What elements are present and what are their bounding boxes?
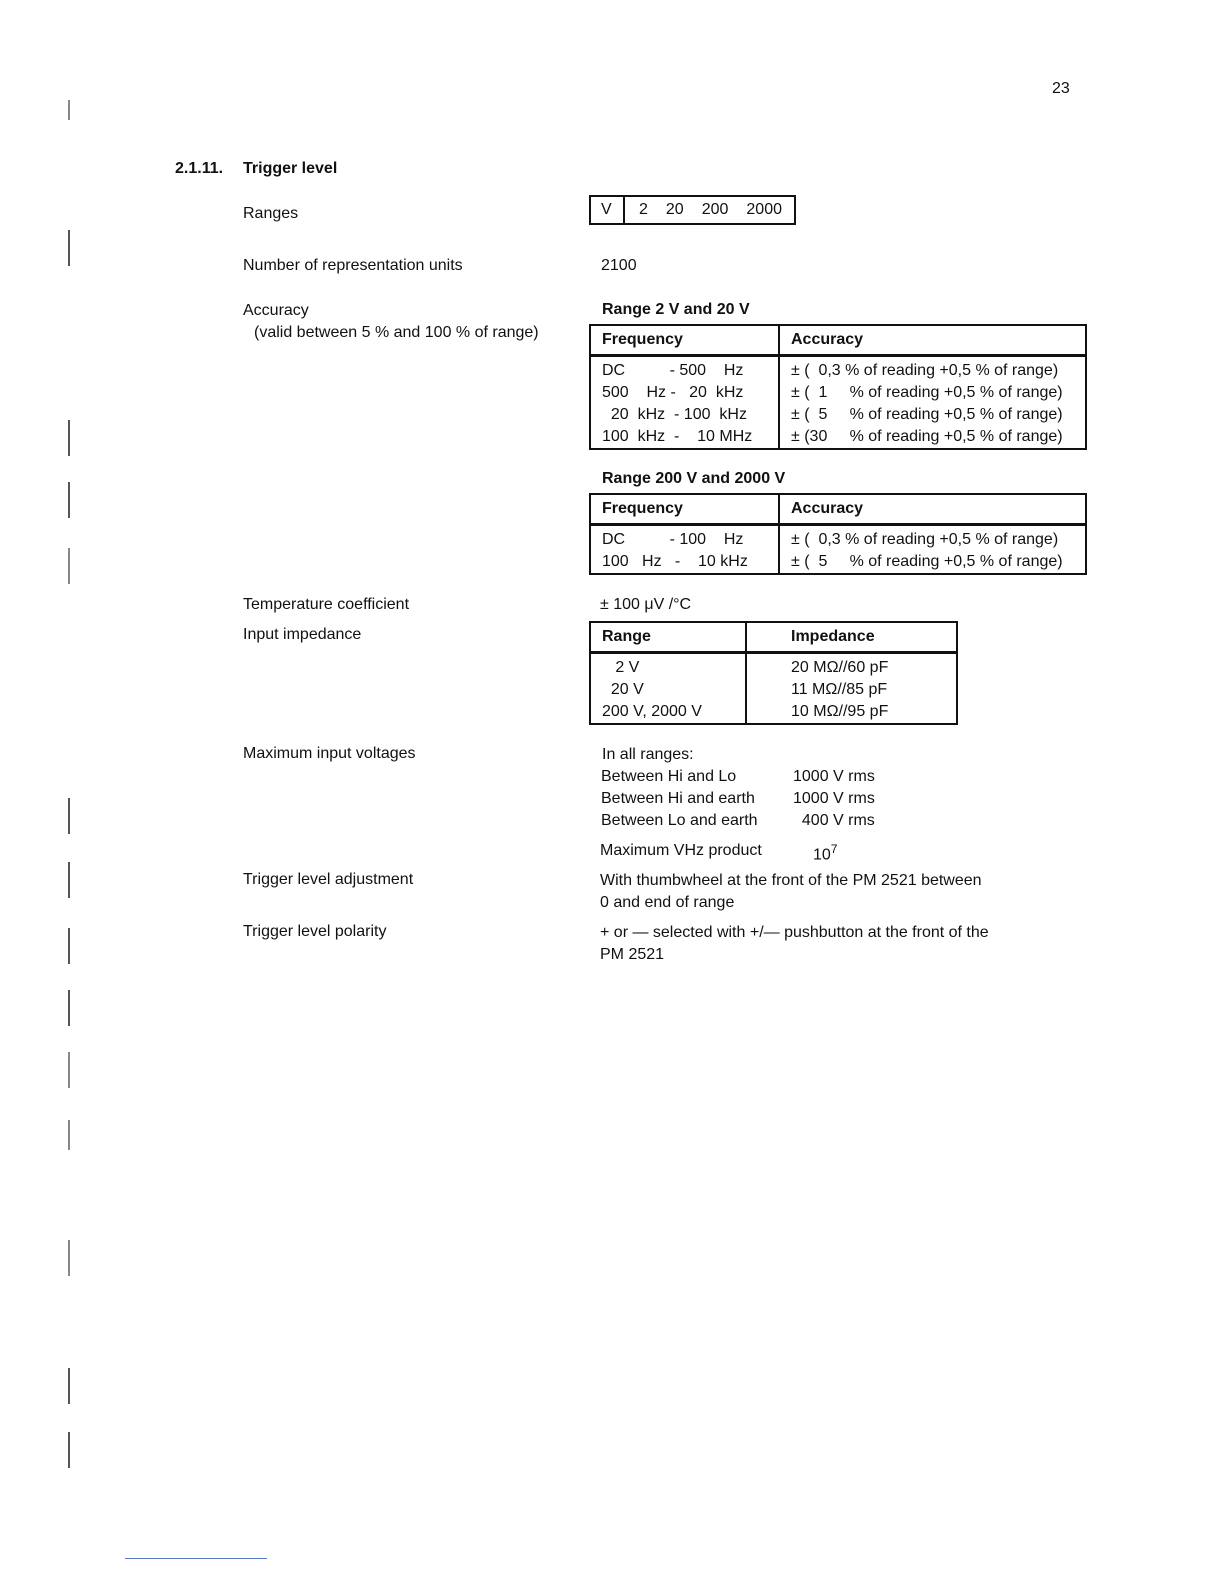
accuracy-cell: ± ( 5 % of reading +0,5 % of range) (779, 551, 1086, 574)
scan-margin-mark (68, 230, 70, 266)
page-number: 23 (1052, 80, 1070, 97)
table-row (590, 356, 1086, 383)
range-cell: 2 V (590, 653, 746, 680)
accuracy-table-high-ranges (589, 493, 1087, 575)
scan-margin-mark (68, 1052, 70, 1088)
trigger-polarity-line2: PM 2521 (600, 946, 665, 963)
range-value: 20 (665, 201, 684, 218)
table-row (590, 653, 957, 680)
table-row (590, 525, 1086, 552)
ranges-unit: V (591, 197, 625, 223)
table-row (590, 426, 1086, 449)
trigger-adjustment-label: Trigger level adjustment (243, 871, 414, 888)
impedance-cell: 11 MΩ//85 pF (746, 679, 957, 701)
vhz-base: 10 (813, 846, 831, 864)
trigger-adjustment-line1: With thumbwheel at the front of the PM 2521 between (600, 872, 982, 889)
max-input-intro: In all ranges: (602, 746, 694, 763)
scan-margin-mark (68, 798, 70, 834)
accuracy-note: (valid between 5 % and 100 % of range) (254, 324, 539, 341)
frequency-cell: DC - 500 Hz (590, 356, 779, 383)
temperature-coefficient-value: ± 100 μV /°C (600, 596, 692, 613)
table-header: Frequency (590, 494, 779, 525)
accuracy-cell: ± (30 % of reading +0,5 % of range) (779, 426, 1086, 449)
section-number: 2.1.11. (175, 160, 224, 177)
table-row (590, 551, 1086, 574)
table1-title: Range 2 V and 20 V (602, 301, 750, 318)
representation-units-label: Number of representation units (243, 257, 463, 274)
voltage-row-value: 1000 V rms (793, 768, 875, 785)
frequency-cell: 100 kHz - 10 MHz (590, 426, 779, 449)
ranges-values (625, 201, 794, 219)
accuracy-cell: ± ( 0,3 % of reading +0,5 % of range) (779, 525, 1086, 552)
scan-margin-mark (68, 100, 70, 120)
table-row (590, 701, 957, 724)
scan-margin-mark (68, 1368, 70, 1404)
footer-rule (125, 1558, 267, 1559)
ranges-box (589, 195, 796, 225)
range-cell: 20 V (590, 679, 746, 701)
scan-margin-mark (68, 990, 70, 1026)
table-header: Range (590, 622, 746, 653)
scan-margin-mark (68, 1120, 70, 1150)
frequency-cell: DC - 100 Hz (590, 525, 779, 552)
range-value: 2000 (746, 201, 782, 218)
scan-margin-mark (68, 928, 70, 964)
frequency-cell: 500 Hz - 20 kHz (590, 382, 779, 404)
scan-margin-mark (68, 1432, 70, 1468)
accuracy-cell: ± ( 1 % of reading +0,5 % of range) (779, 382, 1086, 404)
trigger-polarity-line1: + or — selected with +/— pushbutton at the front of the (600, 924, 989, 941)
table-header: Impedance (746, 622, 957, 653)
vhz-product-label: Maximum VHz product (600, 842, 762, 859)
scan-margin-mark (68, 548, 70, 584)
table-row (590, 679, 957, 701)
scan-margin-mark (68, 1240, 70, 1276)
frequency-cell: 100 Hz - 10 kHz (590, 551, 779, 574)
trigger-adjustment-line2: 0 and end of range (600, 894, 735, 911)
table-header: Frequency (590, 325, 779, 356)
range-cell: 200 V, 2000 V (590, 701, 746, 724)
representation-units-value: 2100 (601, 257, 637, 274)
table-row (590, 382, 1086, 404)
accuracy-label: Accuracy (243, 302, 309, 319)
input-impedance-label: Input impedance (243, 626, 362, 643)
trigger-polarity-label: Trigger level polarity (243, 923, 387, 940)
scan-margin-mark (68, 420, 70, 456)
scan-margin-mark (68, 862, 70, 898)
voltage-row-label: Between Hi and Lo (601, 768, 737, 785)
table-header: Accuracy (779, 494, 1086, 525)
max-input-voltages-label: Maximum input voltages (243, 745, 416, 762)
range-value: 2 (639, 201, 648, 218)
ranges-label: Ranges (243, 205, 299, 222)
accuracy-table-low-ranges (589, 324, 1087, 450)
range-value: 200 (701, 201, 729, 218)
voltage-row-value: 400 V rms (793, 812, 875, 829)
impedance-cell: 20 MΩ//60 pF (746, 653, 957, 680)
accuracy-cell: ± ( 0,3 % of reading +0,5 % of range) (779, 356, 1086, 383)
scan-margin-mark (68, 482, 70, 518)
vhz-product-value (813, 842, 837, 864)
accuracy-cell: ± ( 5 % of reading +0,5 % of range) (779, 404, 1086, 426)
voltage-row-label: Between Hi and earth (601, 790, 755, 807)
voltage-row-value: 1000 V rms (793, 790, 875, 807)
frequency-cell: 20 kHz - 100 kHz (590, 404, 779, 426)
voltage-row-label: Between Lo and earth (601, 812, 758, 829)
table2-title: Range 200 V and 2000 V (602, 470, 786, 487)
table-header: Accuracy (779, 325, 1086, 356)
section-title: Trigger level (243, 160, 338, 177)
impedance-cell: 10 MΩ//95 pF (746, 701, 957, 724)
temperature-coefficient-label: Temperature coefficient (243, 596, 410, 613)
input-impedance-table (589, 621, 958, 725)
vhz-exponent: 7 (830, 842, 838, 856)
table-row (590, 404, 1086, 426)
